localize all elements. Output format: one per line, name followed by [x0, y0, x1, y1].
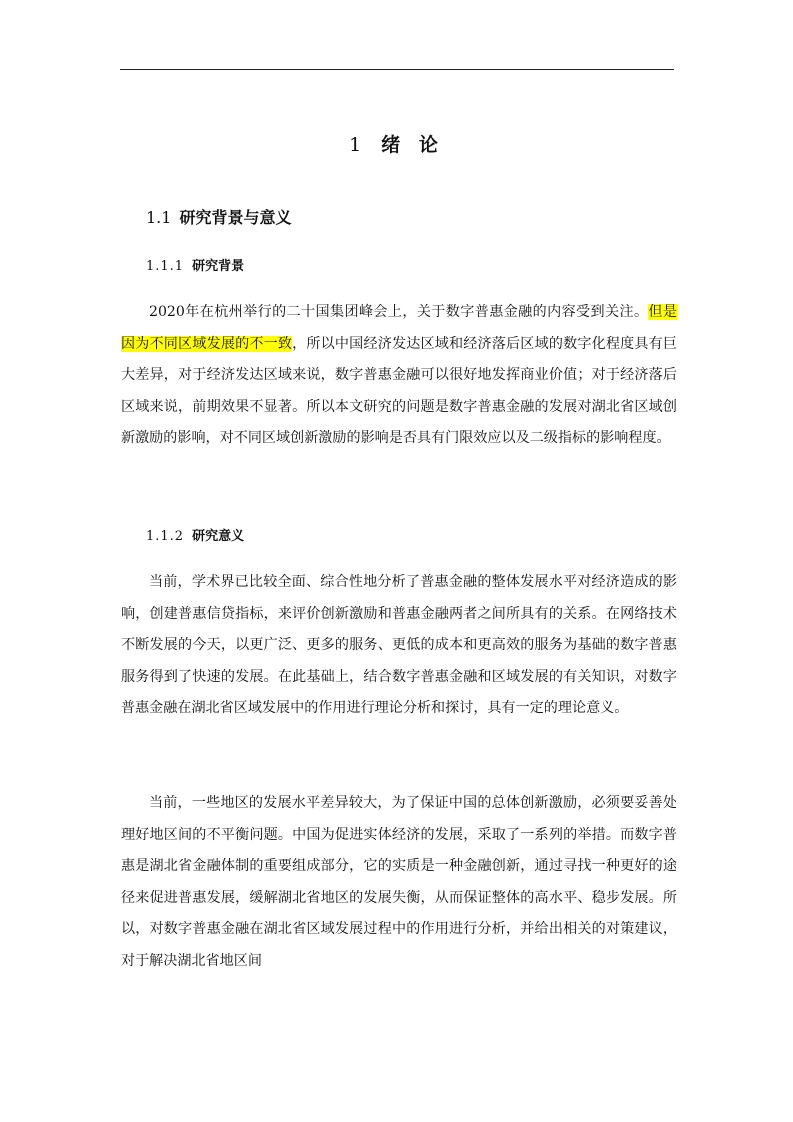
section-heading	[146, 205, 291, 228]
subsection-title: 研究意义	[192, 529, 245, 544]
subsection-title: 研究背景	[192, 259, 245, 274]
subsection-number: 1.1.1	[146, 259, 185, 274]
chapter-heading	[0, 130, 793, 157]
subsection-heading-significance	[146, 525, 244, 544]
subsection-heading-background	[146, 255, 244, 274]
paragraph-background	[121, 297, 677, 455]
paragraph-significance-2: 当前，一些地区的发展水平差异较大，为了保证中国的总体创新激励，必须要妥善处理好地区间的不平衡问题。中国为促进实体经济的发展，采取了一系列的举措。而数字普惠是湖北省金融体制的重要组成部分，它的实质是一种金融创新，通过寻找一种更好的途径来促进普惠发展，缓解湖北省地区的发展失衡，从而保证整体的高水平、稳步发展。所以，对数字普惠金融在湖北省区域发展过程中的作用进行分析，并给出相关的对策建议，对于解决湖北省地区间	[121, 795, 677, 969]
chapter-title: 绪 论	[381, 134, 444, 156]
subsection-number: 1.1.2	[146, 529, 185, 544]
section-title: 研究背景与意义	[179, 208, 292, 227]
chapter-number: 1	[349, 134, 362, 156]
highlighted-text: 但是因为不同区域发展的不一致	[121, 304, 677, 352]
paragraph-rest: ，所以中国经济发达区域和经济落后区域的数字化程度具有巨大差异，对于经济发达区域来说，数字普惠金融可以很好地发挥商业价值；对于经济落后区域来说，前期效果不显著。所以本文研究的问题是数字普惠金融的发展对湖北省区域创新激励的影响，对不同区域创新激励的影响是否具有门限效应以及二级指标的影响程度。	[121, 335, 678, 446]
paragraph-significance-1: 当前，学术界已比较全面、综合性地分析了普惠金融的整体发展水平对经济造成的影响，创建普惠信贷指标，来评价创新激励和普惠金融两者之间所具有的关系。在网络技术不断发展的今天，以更广泛、更多的服务、更低的成本和更高效的服务为基础的数字普惠服务得到了快速的发展。在此基础上，结合数字普惠金融和区域发展的有关知识，对数字普惠金融在湖北省区域发展中的作用进行理论分析和探讨，具有一定的理论意义。	[121, 574, 677, 716]
paragraph-lead: 2020年在杭州举行的二十国集团峰会上，关于数字普惠金融的内容受到关注。	[149, 304, 649, 320]
section-number: 1.1	[146, 208, 172, 227]
header-rule	[120, 69, 674, 70]
